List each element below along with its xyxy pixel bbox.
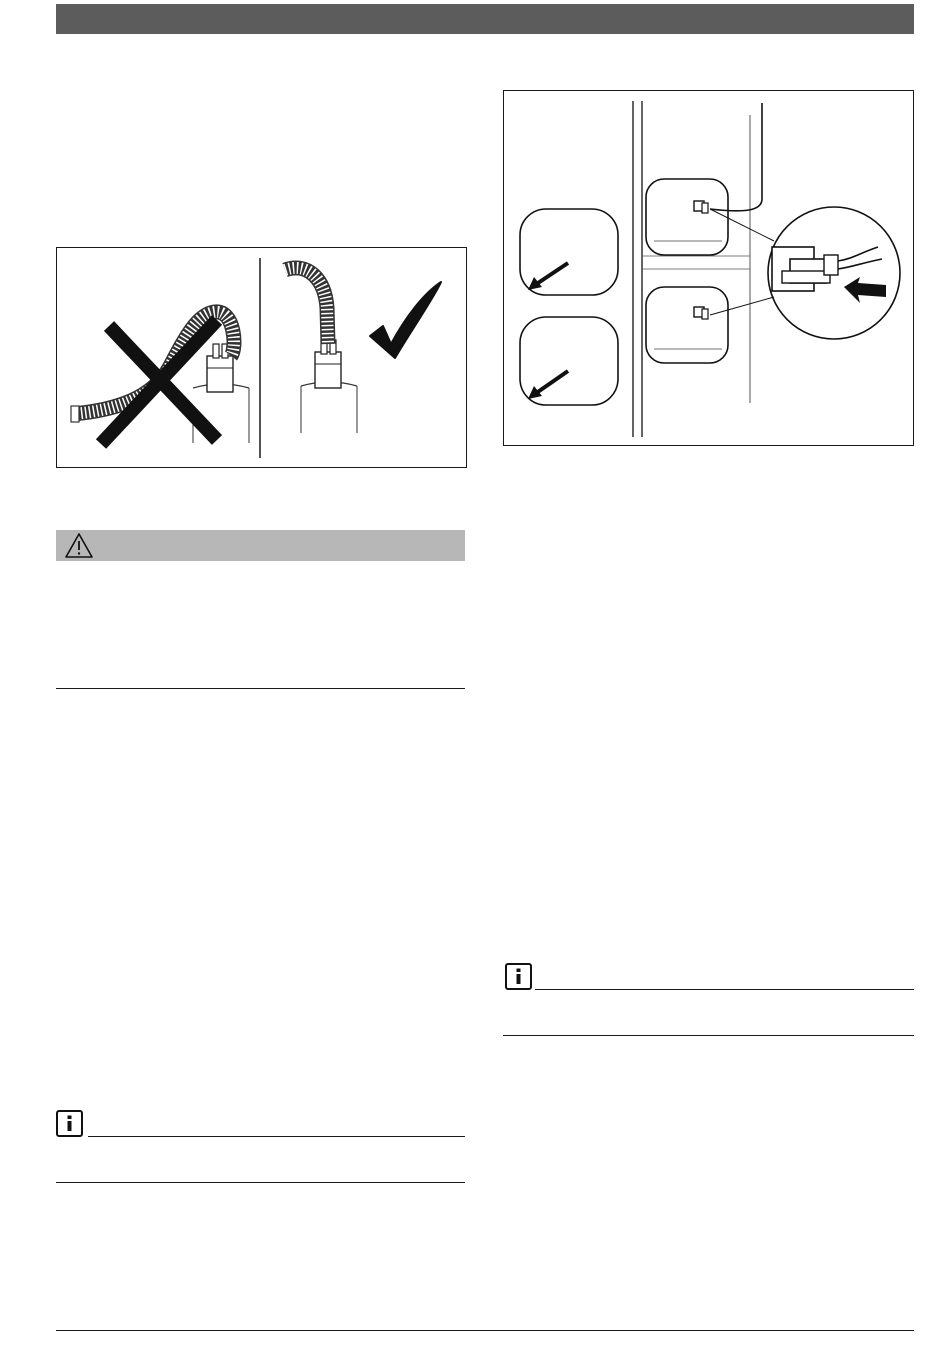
cover-upper [520,209,618,295]
info-icon [505,963,532,990]
info-rule-bottom [503,1035,914,1036]
cover-lower [520,317,618,405]
section-rule [56,688,465,689]
hose-connection-illustration [57,248,466,467]
info-rule-top [88,1136,465,1137]
warning-band [56,530,465,561]
page-header-bar [56,4,914,34]
info-icon [56,1110,83,1137]
connector-illustration [504,91,913,445]
cross-mark-icon [101,320,217,444]
info-rule-top [535,989,914,990]
info-rule-bottom [56,1182,465,1183]
correct-hose-drawing [285,268,357,433]
connector-figure [503,90,914,446]
warning-triangle-icon [64,532,94,559]
check-mark-icon [370,282,441,358]
page-footer-rule [56,1330,914,1331]
hose-connection-figure [56,247,467,468]
